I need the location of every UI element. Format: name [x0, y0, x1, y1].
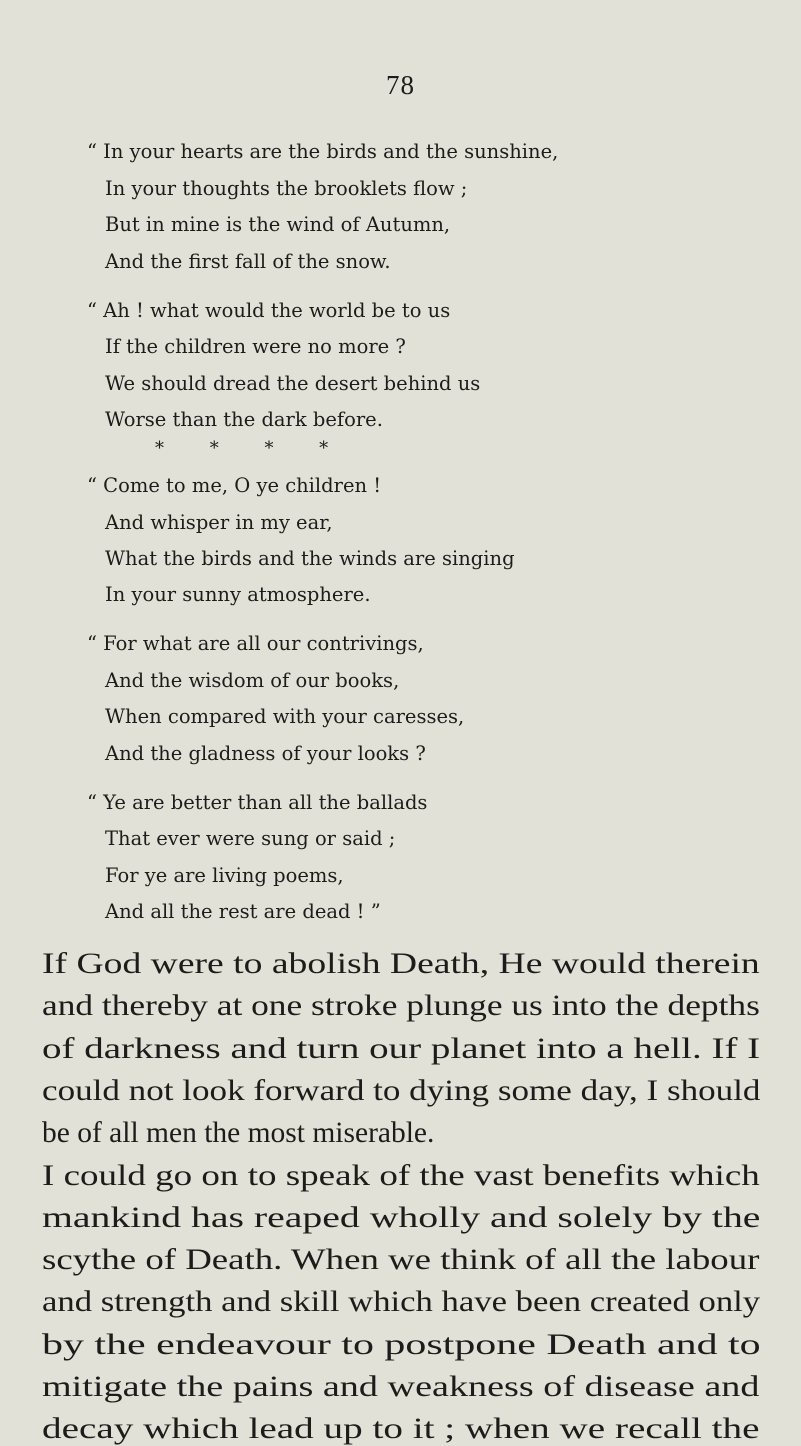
poem-line: We should dread the desert behind us [105, 372, 481, 395]
poem-line: And whisper in my ear, [105, 511, 333, 534]
poem-line: And the first fall of the snow. [105, 250, 391, 273]
poem-line: For ye are living poems, [105, 864, 344, 887]
prose-line: mitigate the pains and weakness of disease and [42, 1371, 760, 1403]
poem-line: “ Come to me, O ye children ! [87, 474, 382, 497]
section-break-stars: * * * * [155, 438, 329, 459]
poem-line: That ever were sung or said ; [105, 827, 396, 850]
poem-line: If the children were no more ? [105, 335, 406, 358]
poem-line: And the wisdom of our books, [105, 669, 400, 692]
prose-line: and thereby at one stroke plunge us into the depths [42, 990, 760, 1022]
prose-line: and strength and skill which have been created only [42, 1286, 761, 1318]
poem-line: In your thoughts the brooklets flow ; [105, 177, 468, 200]
prose-line: could not look forward to dying some day, I should [42, 1075, 761, 1107]
prose-line: of darkness and turn our planet into a hell. If I [42, 1033, 761, 1065]
prose-line: be of all men the most miserable. [42, 1117, 435, 1149]
prose-line: decay which lead up to it ; when we recall the [42, 1413, 760, 1445]
poem-line: And all the rest are dead ! ” [105, 900, 381, 923]
poem-line: And the gladness of your looks ? [105, 742, 426, 765]
poem-line: What the birds and the winds are singing [105, 547, 515, 570]
poem-line: Worse than the dark before. [105, 408, 383, 431]
poem-line: “ In your hearts are the birds and the sunshine, [87, 140, 559, 163]
prose-line: by the endeavour to postpone Death and to [42, 1329, 761, 1361]
prose-line: If God were to abolish Death, He would therein [42, 948, 760, 980]
poem-line: “ For what are all our contrivings, [87, 632, 424, 655]
page-number: 78 [386, 70, 415, 100]
poem-line: In your sunny atmosphere. [105, 583, 371, 606]
prose-line: scythe of Death. When we think of all the labour [42, 1244, 760, 1276]
poem-line: “ Ah ! what would the world be to us [87, 299, 451, 322]
poem-line: When compared with your caresses, [105, 705, 465, 728]
prose-line: I could go on to speak of the vast benefits which [42, 1160, 760, 1192]
prose-line: mankind has reaped wholly and solely by the [42, 1202, 761, 1234]
poem-line: “ Ye are better than all the ballads [87, 791, 428, 814]
poem-line: But in mine is the wind of Autumn, [105, 213, 451, 236]
